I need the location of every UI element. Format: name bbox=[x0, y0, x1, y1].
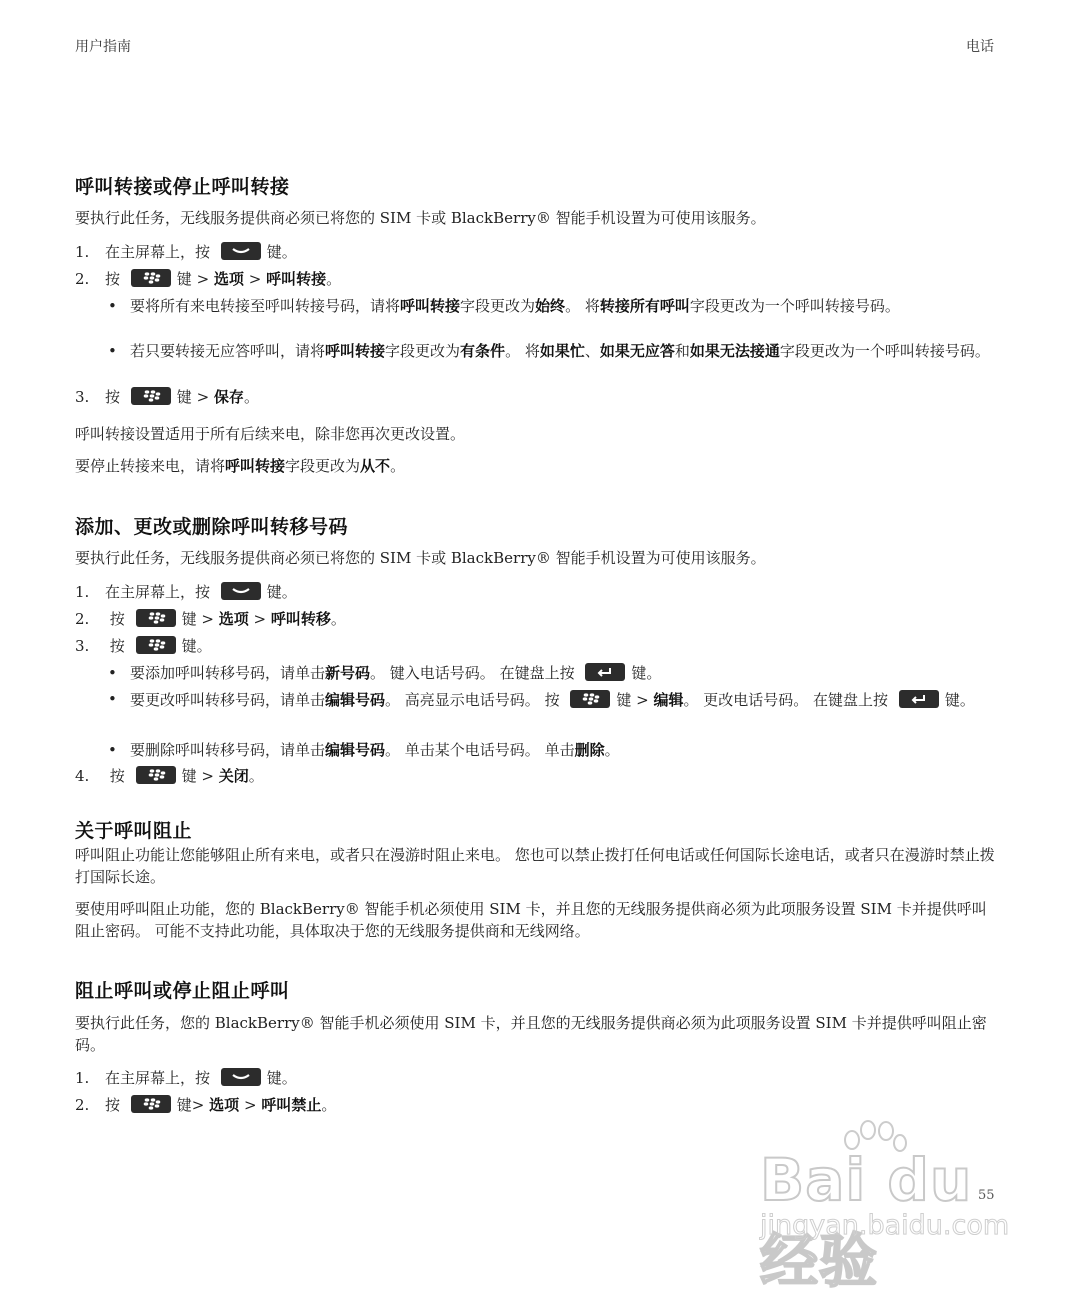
list-item: • 要删除呼叫转移号码，请单击编辑号码。 单击某个电话号码。 单击删除。 bbox=[108, 741, 620, 759]
send-key-icon bbox=[221, 1068, 261, 1086]
list-item: 3. 按 键。 bbox=[75, 637, 212, 655]
blackberry-menu-key-icon bbox=[131, 1095, 171, 1113]
enter-key-icon bbox=[585, 663, 625, 681]
enter-key-icon bbox=[899, 690, 939, 708]
section-intro: 要执行此任务，无线服务提供商必须已将您的 SIM 卡或 BlackBerry® 智能手机设置为可使用该服务。 bbox=[75, 209, 766, 227]
section-title-forwarding-numbers: 添加、更改或删除呼叫转移号码 bbox=[75, 516, 349, 538]
blackberry-menu-key-icon bbox=[136, 766, 176, 784]
list-item: 2. 按 键 > 选项 > 呼叫转接。 bbox=[75, 270, 342, 288]
list-item: 3. 按 键 > 保存。 bbox=[75, 388, 259, 406]
list-item: 1. 在主屏幕上，按 键。 bbox=[75, 243, 297, 261]
list-item: 4. 按 键 > 关闭。 bbox=[75, 767, 264, 785]
section-intro: 要执行此任务，无线服务提供商必须已将您的 SIM 卡或 BlackBerry® 智能手机设置为可使用该服务。 bbox=[75, 549, 766, 567]
watermark-brand: Bai du 经验 bbox=[760, 1146, 973, 1295]
page-number: 55 bbox=[978, 1188, 995, 1203]
section-title-call-forwarding: 呼叫转接或停止呼叫转接 bbox=[75, 176, 290, 198]
section-title-block-calls: 阻止呼叫或停止阻止呼叫 bbox=[75, 980, 290, 1002]
list-item: 1. 在主屏幕上，按 键。 bbox=[75, 583, 297, 601]
header-right-title: 电话 bbox=[966, 39, 994, 55]
paragraph: 要使用呼叫阻止功能，您的 BlackBerry® 智能手机必须使用 SIM 卡，并且您的无线服务提供商必须为此项服务设置 SIM 卡并提供呼叫阻止密码。 可能不支持此功能，具体取决于您的无线服务提供商和无线网络。 bbox=[75, 900, 987, 940]
list-item: 2. 按 键 > 选项 > 呼叫转移。 bbox=[75, 610, 346, 628]
send-key-icon bbox=[221, 242, 261, 260]
blackberry-menu-key-icon bbox=[136, 636, 176, 654]
list-item: • 要更改呼叫转移号码，请单击编辑号码。 高亮显示电话号码。 按 键 > 编辑。 更改电话号码。 在键盘上按 键。 bbox=[108, 690, 975, 709]
list-item: 1. 在主屏幕上，按 键。 bbox=[75, 1069, 297, 1087]
watermark-url: jingyan.baidu.com bbox=[760, 1210, 1010, 1241]
section-title-call-blocking-about: 关于呼叫阻止 bbox=[75, 820, 193, 842]
paragraph: 呼叫转接设置适用于所有后续来电，除非您再次更改设置。 bbox=[75, 425, 466, 443]
list-item: • 要将所有来电转接至呼叫转接号码，请将呼叫转接字段更改为始终。 将转接所有呼叫字段更改为一个呼叫转接号码。 bbox=[108, 297, 900, 315]
list-item: • 要添加呼叫转移号码，请单击新号码。 键入电话号码。 在键盘上按 键。 bbox=[108, 664, 662, 682]
list-item: • 若只要转接无应答呼叫，请将呼叫转接字段更改为有条件。 将如果忙、如果无应答和如果无法接通字段更改为一个呼叫转接号码。 bbox=[108, 342, 990, 360]
list-item: 2. 按 键> 选项 > 呼叫禁止。 bbox=[75, 1096, 337, 1114]
paragraph: 要停止转接来电，请将呼叫转接字段更改为从不。 bbox=[75, 457, 406, 475]
paragraph: 呼叫阻止功能让您能够阻止所有来电，或者只在漫游时阻止来电。 您也可以禁止拨打任何电话或任何国际长途电话，或者只在漫游时禁止拨打国际长途。 bbox=[75, 846, 995, 886]
header-left-title: 用户指南 bbox=[75, 39, 131, 55]
send-key-icon bbox=[221, 582, 261, 600]
blackberry-menu-key-icon bbox=[570, 690, 610, 708]
blackberry-menu-key-icon bbox=[136, 609, 176, 627]
blackberry-menu-key-icon bbox=[131, 269, 171, 287]
section-intro: 要执行此任务，您的 BlackBerry® 智能手机必须使用 SIM 卡，并且您的无线服务提供商必须为此项服务设置 SIM 卡并提供呼叫阻止密码。 bbox=[75, 1014, 987, 1054]
baidu-jingyan-watermark bbox=[760, 1118, 1010, 1295]
blackberry-menu-key-icon bbox=[131, 387, 171, 405]
